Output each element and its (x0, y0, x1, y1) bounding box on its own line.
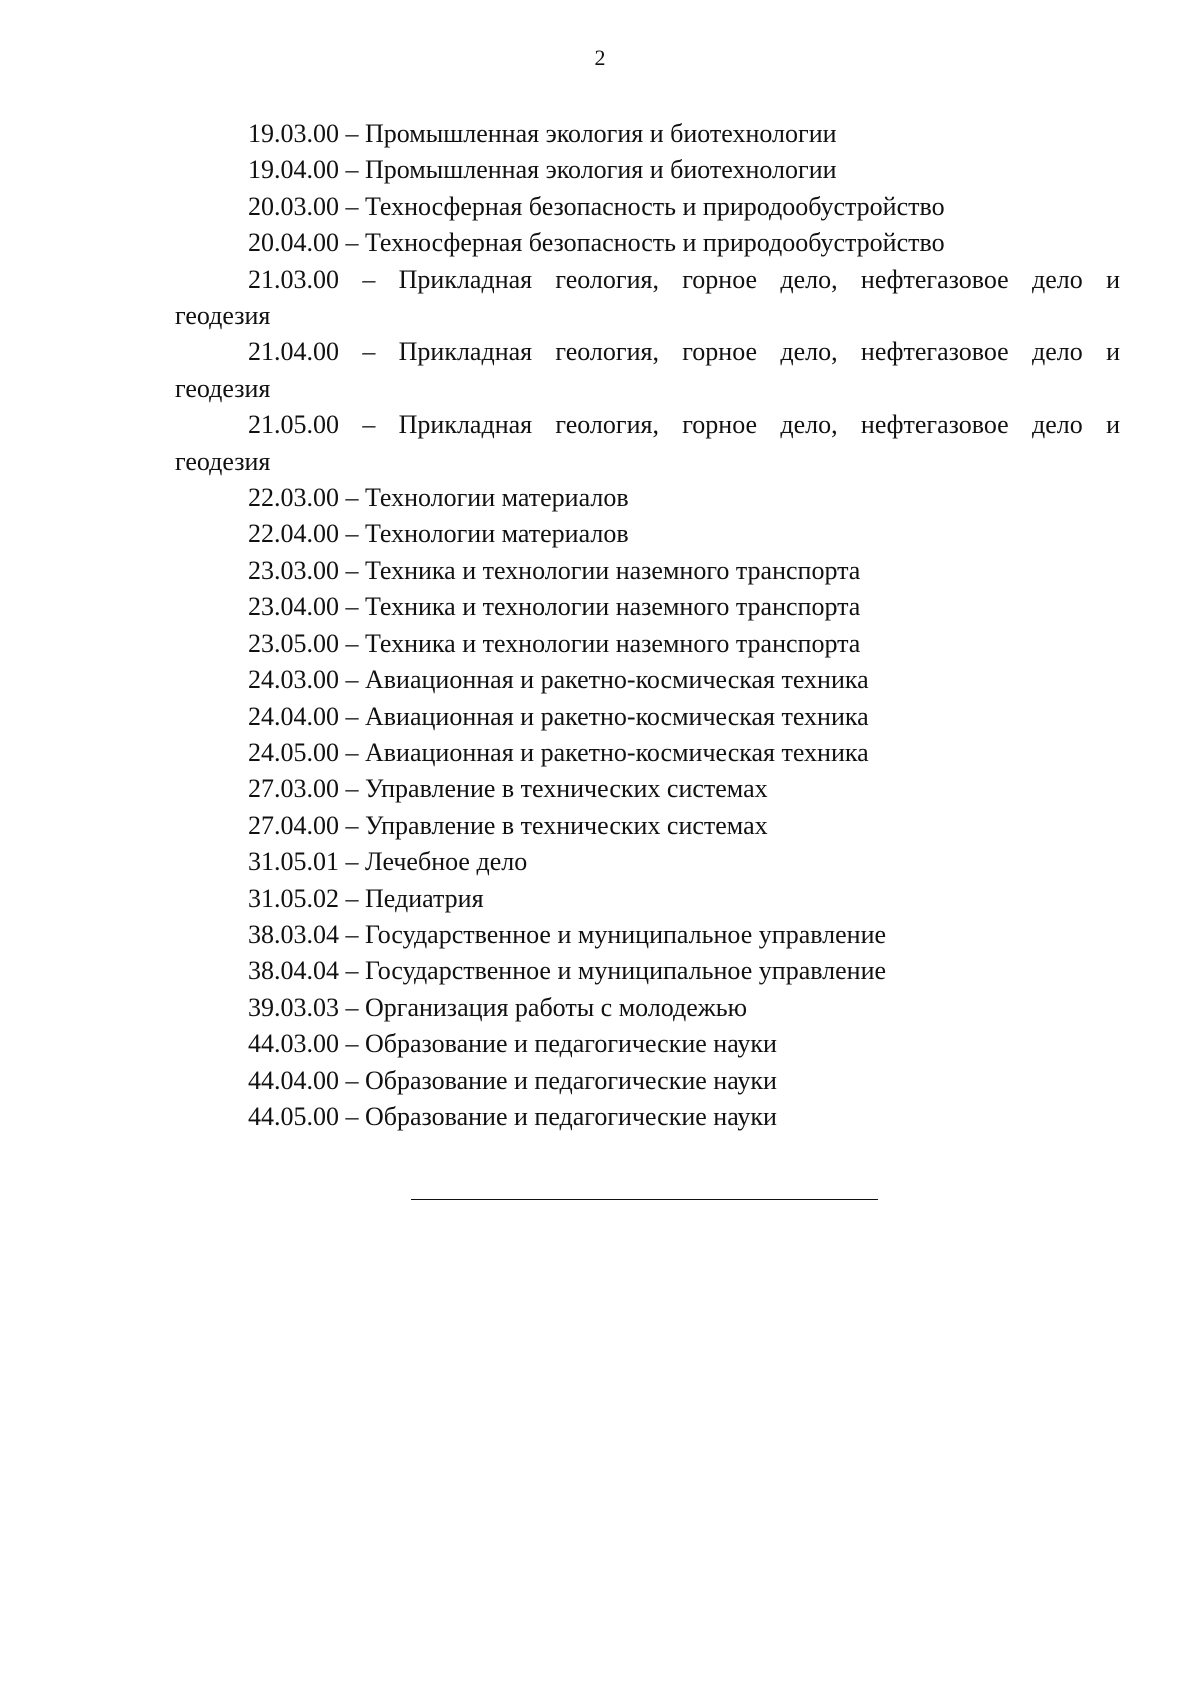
specialty-code: 19.03.00 (248, 119, 339, 148)
dash-separator: – (345, 1065, 359, 1095)
specialty-entry (175, 917, 1120, 953)
specialty-title: Промышленная экология и биотехнологии (365, 155, 837, 185)
dash-separator: – (345, 883, 359, 913)
dash-separator: – (345, 519, 359, 549)
specialty-entry (175, 699, 1120, 735)
specialty-entry (175, 881, 1120, 917)
specialty-entry (175, 407, 1120, 480)
specialty-title: Техносферная безопасность и природообустройство (365, 228, 945, 258)
dash-separator: – (345, 737, 359, 767)
dash-separator: – (345, 919, 359, 949)
specialty-code: 21.03.00 (248, 264, 339, 294)
dash-separator: – (345, 1101, 359, 1131)
dash-separator: – (362, 337, 376, 367)
specialty-title: Лечебное дело (365, 847, 528, 877)
dash-separator: – (345, 665, 359, 695)
specialty-title: Государственное и муниципальное управление (365, 919, 887, 949)
specialty-entry (175, 990, 1120, 1026)
specialty-entry (175, 480, 1120, 516)
specialty-entry (175, 662, 1120, 698)
specialty-entry (175, 626, 1120, 662)
specialty-entry (175, 1026, 1120, 1062)
specialty-code: 20.04.00 (248, 228, 339, 258)
specialty-entry (175, 953, 1120, 989)
specialty-entry (175, 1099, 1120, 1135)
page-number: 2 (594, 45, 606, 70)
specialty-title: Прикладная геология, горное дело, нефтегазовое дело и геодезия (175, 410, 1120, 476)
dash-separator: – (345, 1029, 359, 1059)
dash-separator: – (345, 847, 359, 877)
dash-separator: – (345, 810, 359, 840)
specialty-code: 44.03.00 (248, 1029, 339, 1059)
closing-rule (411, 1199, 878, 1200)
dash-separator: – (345, 191, 359, 221)
specialty-code: 27.04.00 (248, 810, 339, 840)
specialty-title: Техника и технологии наземного транспорта (365, 592, 861, 622)
dash-separator: – (345, 483, 359, 513)
specialty-title: Прикладная геология, горное дело, нефтегазовое дело и геодезия (175, 264, 1120, 331)
specialty-title: Управление в технических системах (365, 774, 768, 804)
specialty-code: 24.05.00 (248, 737, 339, 767)
specialty-code: 21.04.00 (248, 337, 339, 367)
specialty-code: 44.05.00 (248, 1101, 339, 1131)
specialty-code: 38.03.04 (248, 919, 339, 949)
specialty-code: 23.03.00 (248, 555, 339, 585)
specialty-entry (175, 262, 1120, 335)
dash-separator: – (345, 956, 359, 986)
specialty-code: 24.03.00 (248, 665, 339, 695)
dash-separator: – (345, 155, 359, 185)
specialty-title: Управление в технических системах (365, 810, 768, 840)
specialty-entry (175, 735, 1120, 771)
specialty-title: Образование и педагогические науки (365, 1065, 777, 1095)
specialty-code: 38.04.04 (248, 956, 339, 986)
specialty-code: 21.05.00 (248, 410, 339, 440)
specialty-title: Авиационная и ракетно-космическая техника (365, 701, 869, 731)
specialty-list (175, 116, 1120, 1135)
specialty-entry (175, 771, 1120, 807)
specialty-entry (175, 334, 1120, 407)
specialty-title: Педиатрия (365, 883, 484, 913)
specialty-entry (175, 116, 1120, 152)
specialty-code: 39.03.03 (248, 992, 339, 1022)
dash-separator: – (362, 264, 376, 294)
specialty-title: Техносферная безопасность и природообустройство (365, 191, 945, 221)
specialty-entry (175, 516, 1120, 552)
specialty-title: Техника и технологии наземного транспорта (365, 555, 861, 585)
specialty-title: Образование и педагогические науки (365, 1029, 777, 1059)
dash-separator: – (345, 228, 359, 258)
dash-separator: – (345, 555, 359, 585)
specialty-code: 31.05.01 (248, 847, 339, 877)
dash-separator: – (345, 774, 359, 804)
specialty-title: Образование и педагогические науки (365, 1101, 777, 1131)
specialty-entry (175, 189, 1120, 225)
specialty-entry (175, 589, 1120, 625)
specialty-code: 23.05.00 (248, 628, 339, 658)
specialty-code: 23.04.00 (248, 592, 339, 622)
specialty-code: 27.03.00 (248, 774, 339, 804)
specialty-title: Авиационная и ракетно-космическая техника (365, 737, 869, 767)
specialty-title: Технологии материалов (365, 519, 629, 549)
specialty-entry (175, 808, 1120, 844)
specialty-title: Прикладная геология, горное дело, нефтегазовое дело и геодезия (175, 337, 1120, 403)
specialty-code: 22.03.00 (248, 483, 339, 513)
specialty-entry (175, 225, 1120, 261)
specialty-title: Организация работы с молодежью (365, 992, 748, 1022)
dash-separator: – (345, 592, 359, 622)
specialty-title: Технологии материалов (365, 483, 629, 513)
specialty-entry (175, 844, 1120, 880)
specialty-entry (175, 152, 1120, 188)
specialty-code: 22.04.00 (248, 519, 339, 549)
specialty-code: 24.04.00 (248, 701, 339, 731)
dash-separator: – (362, 410, 376, 440)
specialty-title: Авиационная и ракетно-космическая техника (365, 665, 869, 695)
specialty-code: 19.04.00 (248, 155, 339, 185)
specialty-title: Промышленная экология и биотехнологии (365, 119, 837, 148)
specialty-title: Техника и технологии наземного транспорта (365, 628, 861, 658)
dash-separator: – (345, 628, 359, 658)
specialty-entry (175, 1063, 1120, 1099)
dash-separator: – (345, 992, 359, 1022)
specialty-code: 20.03.00 (248, 191, 339, 221)
dash-separator: – (345, 701, 359, 731)
specialty-entry (175, 553, 1120, 589)
dash-separator: – (345, 119, 359, 148)
specialty-code: 44.04.00 (248, 1065, 339, 1095)
specialty-code: 31.05.02 (248, 883, 339, 913)
specialty-title: Государственное и муниципальное управление (365, 956, 887, 986)
